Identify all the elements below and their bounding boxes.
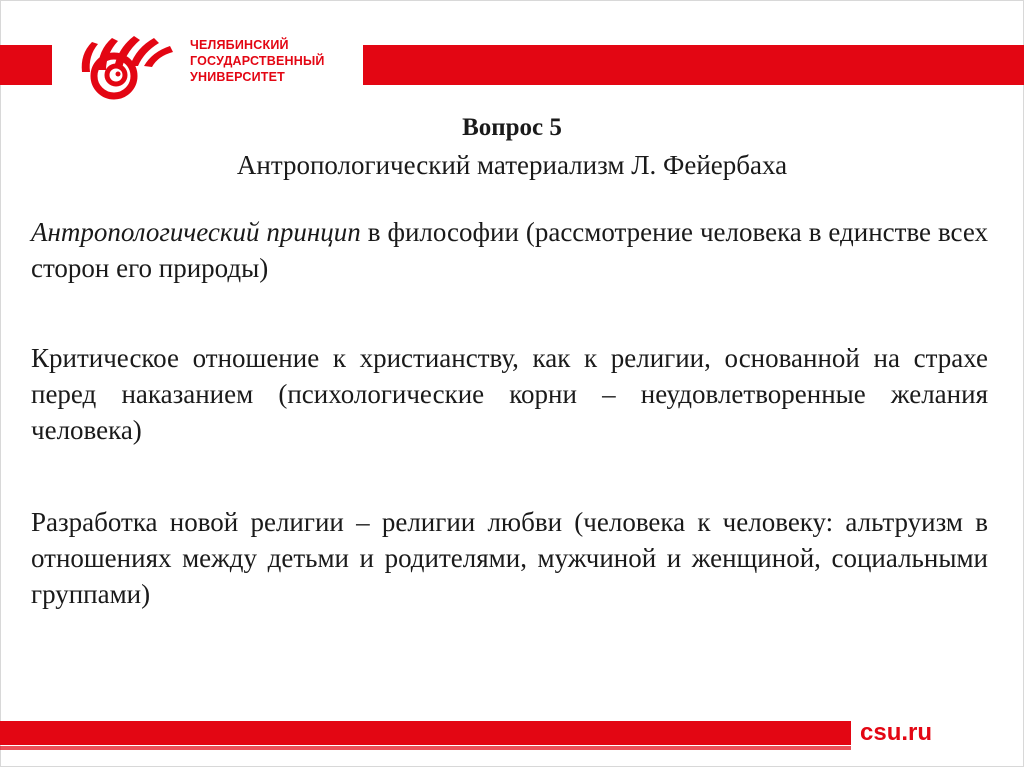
logo-line-1: ЧЕЛЯБИНСКИЙ	[190, 38, 289, 52]
logo-line-2: ГОСУДАРСТВЕННЫЙ	[190, 54, 325, 68]
paragraph-2: Критическое отношение к христианству, как к религии, основанной на страхе перед наказанием (психологические корни – неудовлетворенные желания человека)	[31, 343, 988, 445]
paragraph-1-italic: Антропологический принцип	[31, 217, 361, 247]
footer-site-link[interactable]: csu.ru	[860, 719, 933, 746]
question-number: Вопрос 5	[462, 114, 562, 141]
university-logo-icon	[78, 32, 186, 100]
footer-bar	[0, 721, 851, 745]
paragraph-3: Разработка новой религии – религии любви (человека к человеку: альтруизм в отношениях между детьми и родителями, мужчиной и женщиной, социальными группами)	[31, 507, 988, 609]
university-name	[190, 37, 355, 85]
question-title: Антропологический материализм Л. Фейербаха	[236, 150, 788, 180]
header-bar-right	[363, 45, 1024, 85]
header-bar-left	[0, 45, 52, 85]
paragraph-1-rest: в философии (рассмотрение человека в единстве всех сторон его природы)	[31, 217, 988, 283]
paragraph-1	[31, 214, 988, 286]
footer-strip	[0, 746, 851, 750]
logo-line-3: УНИВЕРСИТЕТ	[190, 70, 285, 84]
slide-heading	[0, 113, 1024, 182]
